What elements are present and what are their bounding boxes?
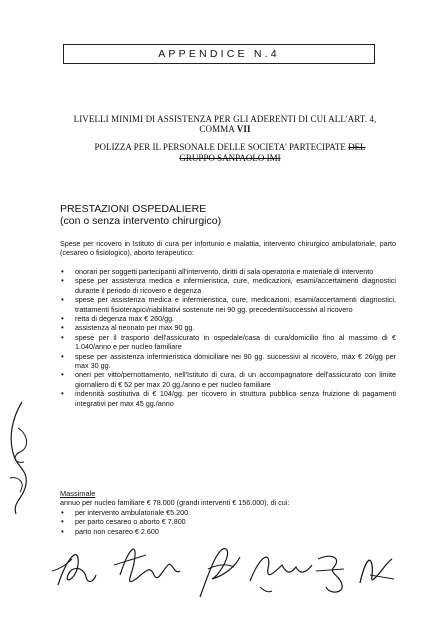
title-bold-text: VII [236,124,251,134]
document-title-line2 [80,142,380,164]
intro-paragraph: Spese per ricovero in Istituto di cura per infortunio e malattia, intervento chirurgico ambulatoriale, parto (cesareo o fisiologico), aborto terapeutico: [60,239,396,258]
list-item: • assistenza al neonato per max 90 gg. [60,323,396,332]
massimale-heading: Massimale [60,489,96,498]
list-item: • per parto cesareo o aborto € 7.800 [60,517,396,526]
signature-4-icon [250,557,312,592]
policy-title-text: POLIZZA PER IL PERSONALE DELLE SOCIETA' PARTECIPATE [94,142,349,152]
massimale-line: annuo per nucleo familiare € 78.000 (grandi interventi € 156.000), di cui: [60,498,290,507]
list-item: • spese per il trasporto dell'assicurato in ospedale/casa di cura/domicilio fino al massimo di € 1.040/anno e per nucleo familiare [60,333,396,352]
margin-signature-icon [4,398,38,518]
massimale-list [60,508,396,536]
list-item: • per intervento ambulatoriale €5.200 [60,508,396,517]
list-item: • parto non cesareo € 2.600 [60,527,396,536]
benefits-list [60,267,396,408]
signature-1-icon [52,555,96,585]
list-item: • spese per assistenza medica e infermieristica, cure, medicazioni, esami/accertamenti diagnostici durante il periodo di ricovero e degenza [60,276,396,295]
appendix-label: APPENDICE N.4 [158,48,280,60]
list-item: • spese per assistenza infermieristica domiciliare nei 90 gg. successivi al ricovero, max € 26/gg per max 30 gg. [60,352,396,371]
list-item: • oneri per vitto/pernottamento, nell'Istituto di cura, di un accompagnatore dell'assicurato con limite giornaliero di € 52 per max 20 gg./anno e per nucleo familiare [60,370,396,389]
section-title-sub: (con o senza intervento chirurgico) [60,215,222,227]
signature-6-icon [360,559,394,583]
list-item: • spese per assistenza medica e infermieristica, cure, medicazioni, esami/accertamenti diagnostici, trattamenti fisioterapici/riabilitativi sostenute nei 90 gg. precedenti/successivi al ricovero [60,295,396,314]
title-main-text: LIVELLI MINIMI DI ASSISTENZA PER GLI ADERENTI DI CUI ALL'ART. 4, COMMA [73,114,377,134]
signature-2-icon [114,549,180,582]
section-title-main: PRESTAZIONI OSPEDALIERE [60,203,207,215]
list-item: • onorari per soggetti partecipanti all'intervento, diritti di sala operatoria e materiale di intervento [60,267,396,276]
section-title [60,203,360,227]
list-item: • indennità sostitutiva di € 104/gg. per ricovero in struttura pubblica senza fruizione di pagamenti integrativi per max 45 gg./anno [60,389,396,408]
appendix-header-box [63,44,375,64]
signature-3-icon [200,549,240,597]
signature-5-icon [316,556,344,592]
signatures-row [50,535,400,605]
struck-group-name: DEL GRUPPO SANPAOLO IMI [179,142,366,163]
list-item: • retta di degenza max € 260/gg. [60,314,396,323]
document-title-line1 [60,114,390,134]
